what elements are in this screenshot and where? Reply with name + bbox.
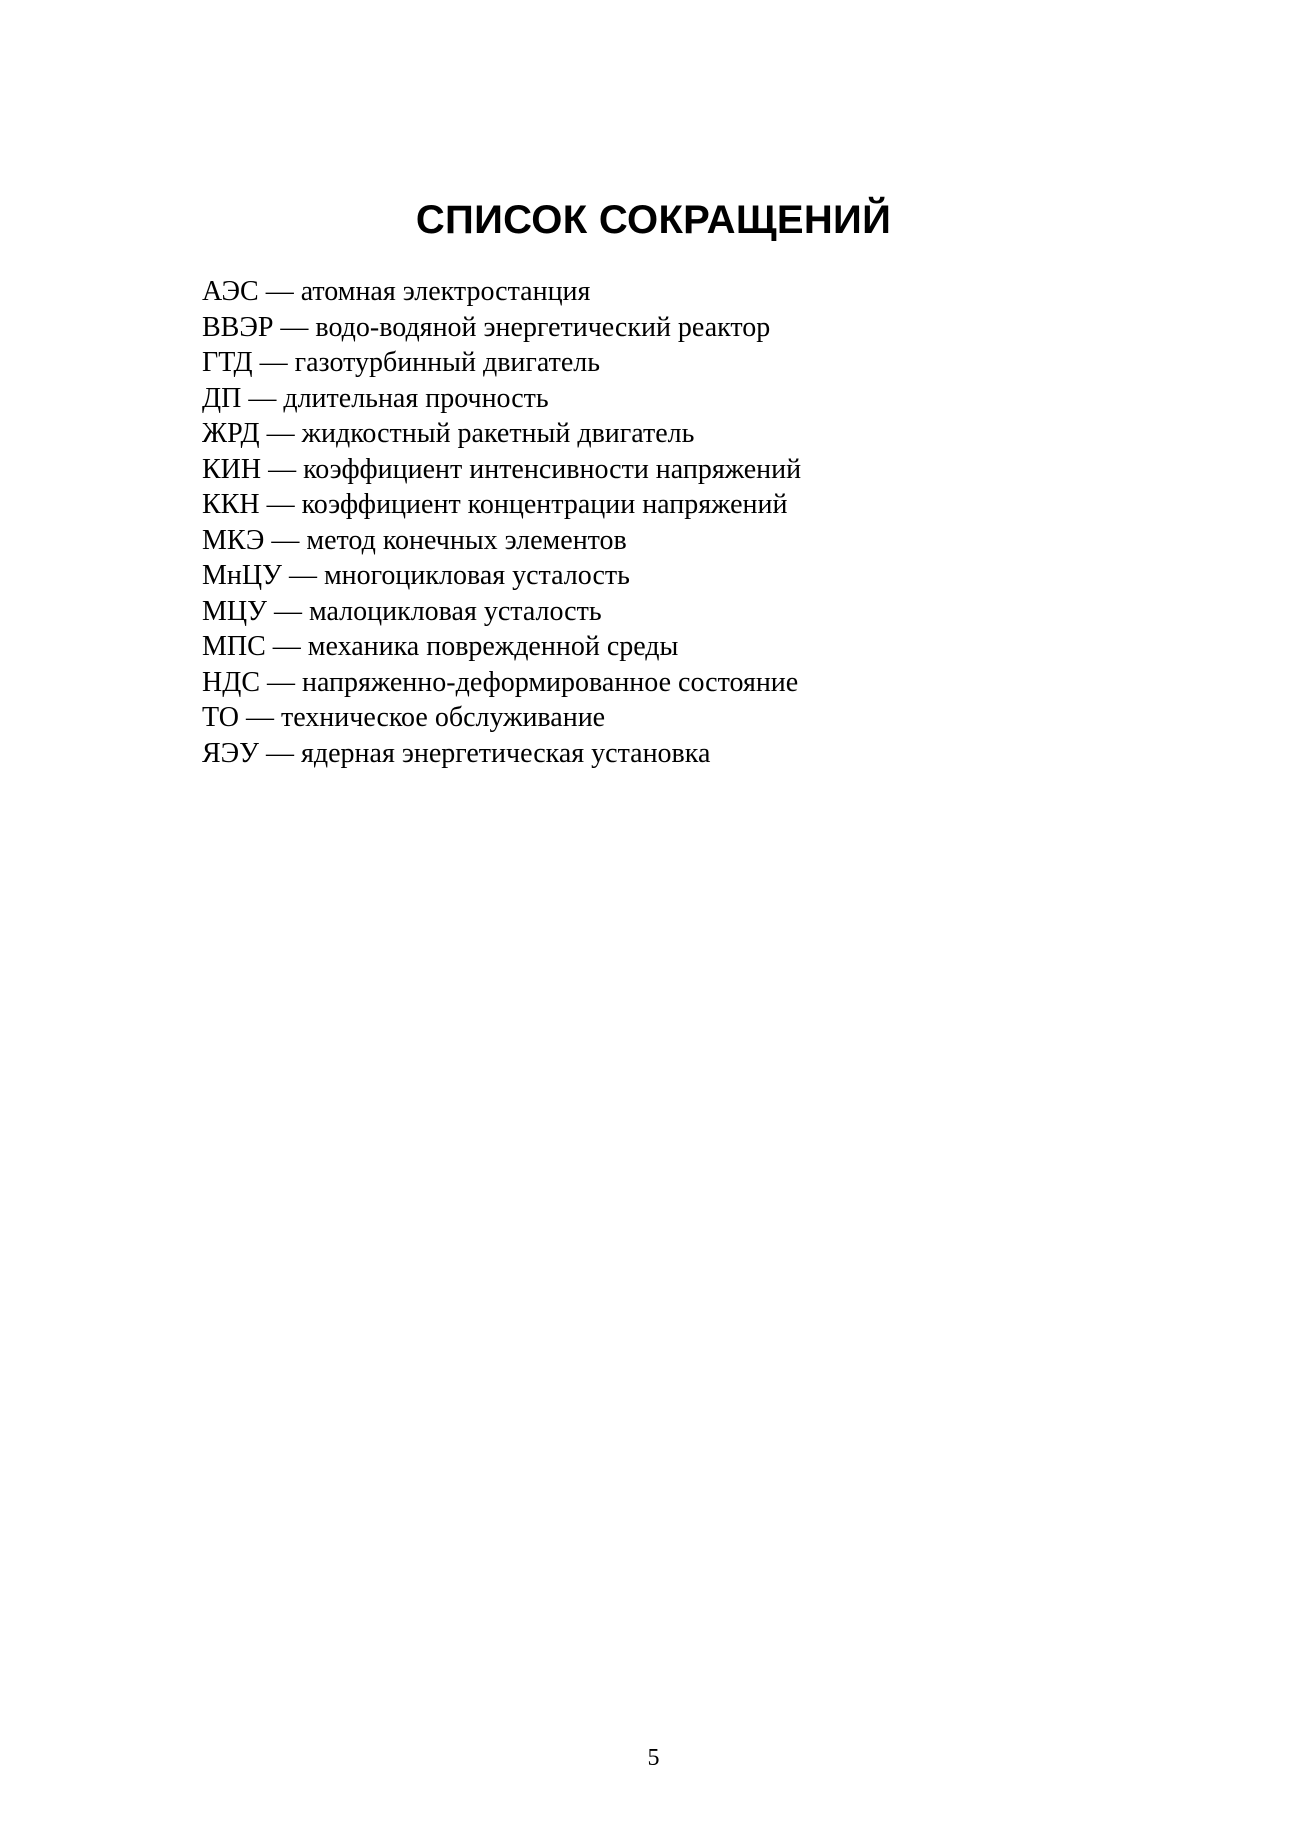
abbreviation-separator: —: [265, 631, 308, 662]
abbreviation-entry: [202, 700, 801, 736]
abbreviation-term: ЯЭУ: [202, 737, 259, 769]
abbreviation-entry: [202, 452, 801, 488]
abbreviation-entry: [202, 345, 801, 381]
abbreviation-separator: —: [241, 382, 284, 414]
abbreviation-term: АЭС: [202, 276, 259, 307]
abbreviation-entry: [202, 736, 801, 772]
abbreviation-term: КИН: [202, 453, 262, 485]
abbreviation-meaning: водо-водяной энергетический реактор: [315, 311, 771, 343]
page-number: 5: [647, 1745, 660, 1771]
abbreviation-meaning: жидкостный ракетный двигатель: [301, 418, 695, 449]
abbreviation-separator: —: [273, 311, 316, 343]
abbreviation-entry: [202, 523, 801, 559]
abbreviation-separator: —: [259, 418, 302, 449]
abbreviation-meaning: техническое обслуживание: [280, 702, 606, 733]
abbreviation-separator: —: [264, 524, 307, 556]
abbreviation-term: ТО: [202, 702, 239, 733]
abbreviation-meaning: ядерная энергетическая установка: [300, 737, 711, 769]
abbreviation-entry: [202, 594, 801, 630]
abbreviation-separator: —: [259, 489, 302, 520]
abbreviation-separator: —: [252, 347, 295, 378]
abbreviation-meaning: напряженно-деформированное состояние: [302, 666, 799, 698]
abbreviation-entry: [202, 558, 801, 594]
abbreviation-term: ГТД: [202, 347, 253, 378]
abbreviation-meaning: метод конечных элементов: [306, 524, 627, 556]
abbreviation-entry: [202, 629, 801, 665]
abbreviation-term: МнЦУ: [202, 560, 282, 591]
abbreviation-separator: —: [260, 666, 302, 698]
abbreviation-separator: —: [266, 595, 309, 627]
abbreviation-separator: —: [261, 453, 304, 485]
abbreviation-term: ЖРД: [202, 418, 260, 449]
abbreviation-list: [202, 274, 801, 771]
abbreviation-term: ДП: [202, 382, 242, 414]
abbreviation-entry: [202, 381, 801, 417]
abbreviation-separator: —: [238, 702, 281, 733]
abbreviation-separator: —: [258, 276, 301, 307]
abbreviation-term: ВВЭР: [202, 311, 274, 343]
abbreviation-entry: [202, 487, 801, 523]
abbreviation-meaning: коэффициент интенсивности напряжений: [303, 453, 802, 485]
abbreviation-term: МКЭ: [202, 524, 265, 556]
abbreviation-meaning: коэффициент концентрации напряжений: [301, 489, 788, 520]
abbreviation-term: НДС: [202, 666, 260, 698]
abbreviation-entry: [202, 665, 801, 701]
abbreviation-term: ККН: [202, 489, 260, 520]
abbreviation-meaning: механика поврежденной среды: [307, 631, 679, 662]
abbreviation-meaning: атомная электростанция: [300, 276, 591, 307]
abbreviation-meaning: многоцикловая усталость: [323, 560, 630, 591]
abbreviation-meaning: малоцикловая усталость: [308, 595, 602, 627]
abbreviation-term: МЦУ: [202, 595, 267, 627]
abbreviation-term: МПС: [202, 631, 266, 662]
abbreviation-meaning: длительная прочность: [283, 382, 549, 414]
abbreviation-entry: [202, 416, 801, 452]
abbreviation-entry: [202, 310, 801, 346]
abbreviation-meaning: газотурбинный двигатель: [294, 347, 600, 378]
page-title: СПИСОК СОКРАЩЕНИЙ: [415, 198, 892, 242]
abbreviation-entry: [202, 274, 801, 310]
abbreviation-separator: —: [281, 560, 324, 591]
abbreviation-separator: —: [258, 737, 301, 769]
